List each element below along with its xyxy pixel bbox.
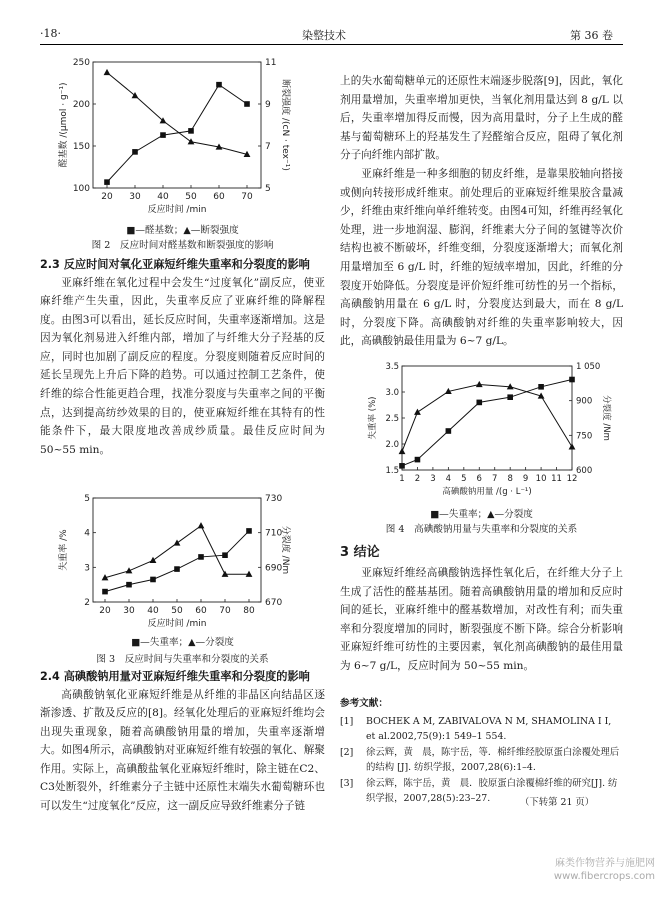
y-tick-label: 3.5	[385, 362, 399, 372]
data-point-square	[150, 577, 156, 583]
y-tick-label: 2	[84, 598, 90, 608]
figure-3-chart	[55, 492, 305, 632]
references-title: 参考文献：	[340, 698, 388, 709]
x-tick-label: 9	[522, 474, 529, 484]
data-point-triangle	[414, 409, 421, 415]
data-point-square	[415, 457, 421, 463]
left-column	[40, 256, 325, 459]
series-line	[107, 85, 247, 182]
references	[340, 696, 623, 807]
data-point-square	[174, 566, 180, 572]
legend-item-aldehyde: ■—醛基数；	[126, 225, 184, 236]
y-tick-label: 5	[84, 494, 90, 504]
reference-item: [2] 徐云辉，黄 晨，陈宇岳，等．棉纤维经胶原蛋白涂覆处理后的结构 [J]. 纺织学报，2007,28(6):1–4.	[340, 746, 620, 773]
x-axis-label: 反应时间 /min	[147, 619, 207, 629]
y2-tick-label: 5	[265, 184, 271, 194]
data-point-square	[102, 589, 108, 595]
section-3-title: 3 结论	[340, 545, 380, 560]
figure-4-legend	[340, 506, 623, 520]
fiber-paragraph: 亚麻纤维是一种多细胞的韧皮纤维，是靠果胶轴向搭接或侧向转接形成纤维束。前处理后的亚麻短纤维果胶含量减少，纤维由束纤维向单纤维转变。由图4可知，纤维再经氧化处理，进一步地润湿、膨润，纤维素大分子间的氢键等次价结构也被不断破坏，纤维变细，分裂度逐渐增大；而氧化剂用量增加至 6 g/L 时，纤维的短绒率增加，因此，纤维的分裂度开始降低。分裂度是评价短纤维可纺性的另一个指标，高碘酸钠用量在 6 g/L 时，分裂度达到最大，而在 8 g/L 时，分裂度下降。高碘酸钠对纤维的失重率影响较大，因此，高碘酸钠最佳用量为 6~7 g/L。	[340, 167, 623, 348]
x-tick-label: 10	[535, 474, 547, 484]
data-point-triangle	[476, 381, 483, 387]
legend-item-weight-loss: ■—失重率；	[131, 637, 189, 648]
x-tick-label: 30	[123, 606, 135, 616]
legend-item-splitting: ▲—分裂度	[188, 637, 234, 648]
x-tick-label: 1	[399, 474, 405, 484]
x-tick-label: 70	[241, 192, 253, 202]
section-2-3-title: 2.3 反应时间对氧化亚麻短纤维失重率和分裂度的影响	[40, 258, 310, 271]
y2-tick-label: 690	[265, 563, 283, 574]
conclusion-block	[340, 542, 623, 676]
figure-4-chart	[358, 360, 620, 512]
left-column-bottom	[40, 668, 325, 816]
figure-2-caption: 图 2 反应时间对醛基数和断裂强度的影响	[91, 240, 274, 251]
x-tick-label: 40	[157, 192, 169, 202]
legend-item-weight-loss: ■—失重率；	[430, 509, 488, 520]
y-tick-label: 4	[84, 528, 90, 539]
data-point-square	[399, 463, 405, 469]
header-rule	[40, 44, 623, 45]
data-point-square	[538, 384, 544, 390]
y-tick-label: 1.5	[385, 466, 399, 476]
x-tick-label: 20	[101, 192, 113, 202]
x-tick-label: 40	[147, 606, 159, 616]
data-point-triangle	[174, 539, 181, 545]
x-tick-label: 50	[185, 192, 197, 202]
data-point-square	[246, 528, 252, 534]
data-point-square	[476, 400, 482, 406]
y-tick-label: 2.5	[385, 414, 399, 424]
section-2-4-title: 2.4 高碘酸钠用量对亚麻短纤维失重率和分裂度的影响	[40, 670, 310, 683]
y-axis-label: 失重率 /%	[59, 529, 69, 571]
y2-tick-label: 670	[265, 598, 283, 608]
y-axis-label: 醛基数 /(μmol · g⁻¹)	[59, 82, 69, 168]
x-tick-label: 60	[195, 606, 207, 616]
reference-item: [3] 徐云辉，陈宇岳，黄 晨．胶原蛋白涂覆棉纤维的研究[J]. 纺织学报，2007,28(5):23–27.	[340, 777, 618, 804]
x-tick-label: 5	[461, 474, 467, 484]
data-point-square	[244, 101, 250, 107]
y-tick-label: 2.0	[385, 440, 399, 450]
data-point-square	[222, 552, 228, 558]
y2-axis-label: 断裂强度 /(cN · tex⁻¹)	[280, 79, 290, 171]
y2-axis-label: 分裂度 /Nm	[601, 395, 611, 441]
x-tick-label: 80	[243, 606, 255, 616]
x-tick-label: 4	[445, 474, 452, 484]
right-column	[340, 72, 623, 351]
x-tick-label: 2	[414, 474, 421, 484]
x-tick-label: 60	[213, 192, 225, 202]
y2-tick-label: 750	[576, 431, 593, 442]
x-tick-label: 3	[430, 474, 436, 484]
data-point-square	[446, 428, 452, 434]
x-tick-label: 8	[507, 474, 513, 484]
y-tick-label: 200	[72, 100, 90, 110]
y-tick-label: 3.0	[385, 388, 399, 398]
y2-tick-label: 7	[265, 142, 271, 152]
data-point-square	[507, 394, 513, 400]
data-point-square	[160, 132, 166, 138]
y-axis-label: 失重率 (%)	[368, 396, 378, 440]
y-tick-label: 3	[84, 563, 90, 574]
data-point-triangle	[104, 69, 111, 75]
volume-label: 第 36 卷	[570, 29, 613, 42]
x-tick-label: 30	[129, 192, 141, 202]
y-tick-label: 100	[72, 184, 90, 194]
legend-item-splitting: ▲—分裂度	[487, 509, 533, 520]
data-point-square	[198, 554, 204, 560]
y-tick-label: 150	[72, 142, 90, 152]
continued-paragraph: 上的失水葡萄糖单元的还原性末端逐步脱落[9]，因此，氧化剂用量增加，失重率增加更快，当氧化剂用量达到 8 g/L 以后，失重率增加得反而慢，因为高用量时，分子上生成的醛基与葡萄糖环上的羟基发生了羟醛缩合反应，阻碍了氧化剂分子向纤维内部扩散。	[340, 75, 623, 162]
plot-frame	[93, 62, 261, 188]
plot-frame	[93, 498, 261, 602]
y2-axis-label: 分裂度 /Nm	[280, 525, 290, 575]
figure-2-legend	[40, 222, 325, 236]
data-point-square	[569, 377, 575, 383]
data-point-square	[216, 82, 222, 88]
data-point-triangle	[399, 448, 406, 454]
figure-4-caption: 图 4 高碘酸钠用量与失重率和分裂度的关系	[385, 524, 578, 535]
y2-tick-label: 11	[265, 58, 277, 68]
legend-item-strength: ▲—断裂强度	[183, 225, 239, 236]
data-point-triangle	[132, 92, 139, 98]
x-tick-label: 70	[219, 606, 231, 616]
x-tick-label: 20	[99, 606, 111, 616]
series-line	[402, 384, 572, 451]
y2-tick-label: 1 050	[576, 362, 601, 372]
series-line	[402, 380, 572, 466]
data-point-square	[188, 128, 194, 134]
data-point-triangle	[150, 557, 157, 563]
watermark-name: 麻类作物营养与施肥网	[555, 858, 655, 869]
data-point-square	[132, 149, 138, 155]
page-number: ·18·	[40, 27, 61, 40]
y2-tick-label: 900	[576, 396, 593, 407]
x-axis-label: 反应时间 /min	[147, 205, 207, 215]
section-2-3-text: 亚麻纤维在氧化过程中会发生“过度氧化”副反应，使亚麻纤维产生失重，因此，失重率反应了亚麻纤维的降解程度。由图3可以看出，延长反应时间，失重率逐渐增加。这是因为氧化剂易进入纤维内部，增加了与纤维大分子羟基的反应，同时也加剧了副反应的程度。分裂度则随着反应时间的延长呈现先上升后下降的趋势。可以通过控制工艺条件，使纤维的综合性能更趋合理，找准分裂度与失重率之间的平衡点，达到提高纺纱效果的目的，使亚麻短纤维在其特有的性能条件下，最大限度地改善成纱质量。最佳反应时间为 50~55 min。	[40, 276, 325, 456]
y2-tick-label: 9	[265, 100, 271, 110]
series-line	[107, 73, 247, 155]
reference-item: [1] BOCHEK A M, ZABIVALOVA N M, SHAMOLINA I I, et al.2002,75(9):1 549–1 554.	[340, 715, 612, 742]
y2-tick-label: 730	[265, 494, 283, 504]
x-tick-label: 12	[566, 474, 578, 484]
y2-tick-label: 710	[265, 528, 283, 539]
x-tick-label: 7	[492, 474, 498, 484]
y-tick-label: 250	[72, 58, 90, 68]
data-point-triangle	[188, 138, 195, 144]
x-axis-label: 高碘酸钠用量 /(g · L⁻¹)	[442, 487, 532, 497]
figure-2-chart	[55, 56, 305, 218]
conclusion-text: 亚麻短纤维经高碘酸钠选择性氧化后，在纤维大分子上生成了活性的醛基基团。随着高碘酸钠用量的增加和反应时间的延长，亚麻纤维中的醛基数增加，对改性有利；而失重率和分裂度增加的同时，断裂强度不断下降。综合分析影响亚麻短纤维可纺性的主要因素，氧化剂高碘酸钠的最佳用量为 6~7 g/L，反应时间为 50~55 min。	[340, 567, 623, 672]
x-tick-label: 50	[171, 606, 183, 616]
data-point-square	[126, 582, 132, 588]
journal-name: 染整技术	[302, 29, 346, 42]
y2-tick-label: 600	[576, 466, 593, 476]
watermark-url: www.fibercrops.com	[553, 871, 655, 882]
watermark	[470, 857, 655, 883]
continued-note: （下转第 21 页）	[520, 797, 595, 808]
figure-3-legend	[40, 634, 325, 648]
data-point-square	[104, 179, 110, 185]
x-tick-label: 6	[476, 474, 482, 484]
figure-3-caption: 图 3 反应时间与失重率和分裂度的关系	[96, 654, 269, 665]
section-2-4-text: 高碘酸钠氧化亚麻短纤维是从纤维的非晶区向结晶区逐渐渗透、扩散及反应的[8]。经氧化处理后的亚麻短纤维均会出现失重现象，随着高碘酸钠用量的增加，失重率逐渐增大。如图4所示，高碘酸钠对亚麻短纤维有较强的氧化、解聚作用。实际上，高碘酸盐氧化亚麻短纤维时，除主链在C2、C3处断裂外，纤维素分子主链中还原性末端失水葡萄糖环也可以发生“过度氧化”反应，这一副反应导致纤维素分子链	[40, 688, 325, 813]
data-point-triangle	[198, 522, 205, 528]
plot-frame	[402, 366, 572, 470]
x-tick-label: 11	[551, 474, 562, 484]
data-point-triangle	[569, 443, 576, 449]
